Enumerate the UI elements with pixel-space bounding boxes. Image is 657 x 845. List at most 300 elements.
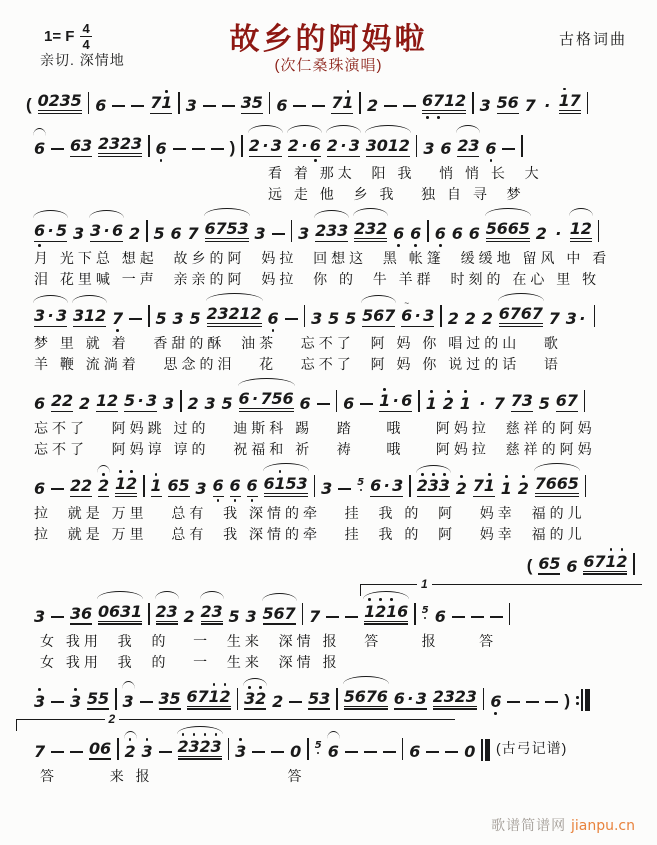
note-digit: 5: [328, 308, 340, 328]
slur-arc: [97, 591, 143, 599]
below-slot: [131, 625, 142, 631]
octave-dot: [464, 390, 467, 393]
note-char: [456, 474, 467, 497]
below-slot: [480, 114, 491, 120]
below-slot: [271, 157, 282, 163]
octave-dot: [576, 696, 579, 699]
below-dots-row: [201, 625, 223, 631]
note-group: [171, 219, 182, 248]
slur-arc: [97, 465, 110, 473]
note-char: [511, 386, 522, 409]
below-slot: [70, 710, 81, 716]
note-digit: 6: [276, 95, 288, 115]
annotation-text: (古弓记谱): [495, 739, 568, 756]
below-slot: [484, 497, 495, 503]
below-dots-row: [401, 327, 434, 333]
note-digit: 6: [170, 223, 182, 243]
octave-dot: [74, 688, 77, 691]
below-slot: [95, 114, 106, 120]
below-slot: [477, 412, 488, 418]
note-char: [435, 602, 446, 625]
note-digit: 3: [423, 138, 435, 158]
duration-dash: [222, 105, 235, 107]
note-char: [464, 737, 475, 760]
note-digits: [367, 91, 378, 114]
note-char: [216, 214, 227, 237]
below-slot: [179, 497, 190, 503]
below-slot: [510, 327, 521, 333]
note-digits: [38, 86, 82, 109]
note-digits: [362, 301, 395, 324]
below-dots-row: [469, 242, 480, 248]
note-digits: [290, 737, 301, 760]
below-slot: [288, 157, 299, 163]
note-char: [388, 131, 399, 154]
note-digits: [464, 737, 475, 760]
lyric-line-2: 女 我用 我 的 一 生来 深情 报: [40, 653, 341, 670]
note-char: [235, 737, 246, 760]
note-digit: 5: [345, 308, 357, 328]
note-group: [538, 549, 560, 580]
note-group: [345, 304, 356, 333]
below-slot: [354, 242, 365, 248]
note-char: [201, 597, 212, 620]
note-char: [328, 737, 339, 760]
note-group: [73, 301, 106, 332]
note-digit: 2: [272, 691, 284, 711]
note-char: [480, 91, 491, 114]
note-group: [70, 131, 92, 162]
barline: [418, 390, 420, 412]
below-slot: [345, 327, 356, 333]
below-slot: [535, 497, 546, 503]
below-slot: [238, 242, 249, 248]
below-dots-row: [456, 497, 467, 503]
below-slot: [87, 710, 98, 716]
below-slot: [171, 242, 182, 248]
note-digit: 3: [423, 306, 435, 326]
below-slot: [428, 497, 439, 503]
note-digit: 3: [443, 686, 455, 706]
note-char: [549, 304, 560, 327]
lyric-line-1: 女 我用 我 的 一 生来 深情 报 答 报 答: [40, 632, 498, 649]
octave-dot: [347, 90, 350, 93]
note-char: [239, 384, 250, 407]
duration-dash: [285, 318, 298, 320]
note-digits: [539, 389, 550, 412]
note-char: [190, 304, 201, 327]
note-char: [205, 214, 216, 237]
below-slot: [70, 625, 81, 631]
note-digits: [556, 386, 578, 409]
note-group: [525, 91, 536, 120]
music-system-s2: [16, 129, 641, 205]
below-dots-row: [123, 710, 134, 716]
below-slot: [244, 710, 255, 716]
below-slot: [229, 625, 240, 631]
below-slot: [96, 412, 107, 418]
note-group: [239, 384, 294, 418]
below-slot: [184, 625, 195, 631]
note-digit: 6: [167, 476, 179, 496]
below-slot: [73, 327, 84, 333]
below-dots-row: [370, 497, 403, 503]
below-dots-row: [34, 625, 45, 631]
note-group: [247, 471, 258, 502]
below-dots-row: [367, 114, 378, 120]
below-slot: [542, 114, 553, 120]
below-slot: [455, 114, 466, 120]
note-char: [156, 304, 167, 327]
note-digits: [190, 304, 201, 327]
below-slot: [207, 327, 218, 333]
note-digit: 6: [421, 91, 434, 110]
barline: [115, 688, 117, 710]
below-dots-row: [96, 412, 118, 418]
note-digits: [70, 471, 92, 494]
note-char: [200, 732, 211, 755]
below-slot: [605, 575, 616, 581]
note-group: [244, 684, 266, 715]
below-dots-row: [473, 497, 495, 503]
note-group: [559, 86, 581, 120]
below-dots-row: [542, 114, 553, 120]
note-digit: 3: [195, 478, 207, 498]
below-slot: [566, 327, 577, 333]
note-char: [81, 471, 92, 494]
below-slot: [525, 114, 536, 120]
barline: [584, 390, 586, 412]
below-slot: [326, 242, 337, 248]
below-dots-row: [142, 760, 153, 766]
barline: [509, 603, 511, 625]
duration-dash: [131, 105, 144, 107]
note-digits: [201, 597, 223, 620]
note-digits: [34, 301, 67, 324]
phrase-paren: ): [229, 137, 236, 157]
note-group: [570, 214, 592, 248]
note-digit: 2: [124, 741, 136, 761]
note-char: [583, 547, 594, 570]
below-slot: [440, 157, 451, 163]
octave-dot: [397, 244, 400, 247]
note-digit: 7: [594, 551, 606, 571]
below-dots-row: [315, 242, 348, 248]
note-char: [338, 131, 349, 154]
note-digit: 3: [89, 221, 102, 241]
note-digits: [51, 386, 73, 409]
note-group: [370, 471, 403, 502]
note-group: [34, 474, 45, 503]
note-digit: 6: [520, 303, 532, 323]
note-group: [70, 471, 92, 502]
note-group: [235, 737, 246, 766]
note-digit: 6: [354, 686, 366, 706]
note-group: [163, 389, 174, 418]
note-digits: [497, 88, 519, 111]
below-dots-row: [34, 157, 45, 163]
below-slot: [508, 242, 519, 248]
above-slot: ~: [404, 299, 410, 309]
duration-dash: [383, 751, 396, 753]
below-slot: [499, 327, 510, 333]
octave-dot: [165, 90, 168, 93]
below-dots-row: [244, 710, 266, 716]
note-group: [494, 389, 505, 418]
note-digit: 3: [245, 606, 257, 626]
grace-digit: 5: [357, 476, 365, 488]
note-digit: 6: [556, 473, 568, 493]
music-system-s8: [16, 682, 641, 716]
below-dots-row: [435, 242, 446, 248]
note-digits: [366, 131, 410, 154]
note-group: [34, 134, 45, 163]
below-slot: [188, 412, 199, 418]
note-digit: 1: [239, 303, 251, 323]
duration-dash: [70, 751, 83, 753]
note-digit: 2: [248, 136, 260, 156]
note-digit: 1: [95, 391, 108, 411]
note-digit: 2: [354, 218, 366, 238]
below-dots-row: [300, 412, 311, 418]
slur-arc: [569, 208, 593, 216]
note-digit: 2: [442, 393, 454, 413]
barline: [307, 738, 309, 760]
note-digit: 1: [605, 551, 617, 571]
below-dots-row: [457, 157, 479, 163]
below-slot: [131, 157, 142, 163]
slur-arc: [200, 591, 224, 599]
below-dots-row: [156, 625, 178, 631]
duration-dash: [345, 751, 358, 753]
beam-underline: [156, 621, 178, 622]
below-dots-row: [366, 157, 410, 163]
note-digit: ·: [414, 306, 421, 326]
note-digits: [435, 602, 446, 625]
below-dots-row: [222, 412, 233, 418]
note-digit: 6: [583, 551, 595, 571]
below-slot: [549, 575, 560, 581]
note-digit: 1: [114, 473, 127, 493]
note-digit: 5: [169, 689, 181, 709]
note-digit: 3: [33, 306, 46, 326]
note-char: [349, 131, 360, 154]
below-slot: [567, 412, 578, 418]
note-char: [497, 214, 508, 237]
note-char: [433, 86, 444, 109]
below-slot: [109, 157, 120, 163]
note-group: [499, 299, 543, 333]
below-dots-row: [327, 157, 360, 163]
note-digit: 2: [106, 391, 119, 411]
note-char: [577, 304, 588, 327]
note-digit: 2: [50, 391, 63, 411]
lyric-line-1: 月 光下总 想起 故乡的阿 妈拉 回想这 黑 帐篷 缓缓地 留风 中 看: [34, 249, 611, 266]
note-char: [188, 219, 199, 242]
note-digit: 1: [150, 476, 162, 496]
below-slot: [423, 327, 434, 333]
note-char: [381, 471, 392, 494]
note-digit: 5: [178, 476, 190, 496]
note-digit: 2: [398, 136, 410, 156]
below-slot: [460, 412, 471, 418]
duration-dash: [271, 751, 284, 753]
below-slot: [81, 497, 92, 503]
note-char: [87, 684, 98, 707]
note-digits: [511, 386, 533, 409]
note-char: [435, 219, 446, 242]
barline: [237, 688, 239, 710]
note-digit: ·: [137, 391, 144, 411]
note-group: [410, 219, 421, 248]
note-digits: [469, 219, 480, 242]
note-char: [70, 599, 81, 622]
note-digit: ·: [262, 136, 269, 156]
note-digit: 3: [72, 306, 85, 326]
note-char: [370, 471, 381, 494]
slur-arc: [456, 125, 480, 133]
lyric-line-2: 羊 鞭 流淌着 思念的泪 花 忘不了 阿 妈 你 说过的话 语: [34, 355, 562, 372]
below-dots-row: [486, 242, 530, 248]
note-digit: ·: [252, 388, 259, 408]
note-digits: [268, 304, 279, 327]
note-digit: 3: [465, 686, 477, 706]
below-dots-row: [276, 114, 287, 120]
below-slot: [161, 114, 172, 120]
octave-dot: [155, 473, 158, 476]
below-dots-row: [34, 412, 45, 418]
note-digits: [154, 219, 165, 242]
note-digits: [173, 304, 184, 327]
note-digits: [370, 471, 403, 494]
note-char: [443, 389, 454, 412]
below-dots-row: [90, 242, 123, 248]
note-char: [401, 386, 412, 409]
below-dots-row: [241, 114, 263, 120]
note-digit: 5: [496, 93, 508, 113]
note-digits: [423, 134, 434, 157]
note-char: [98, 597, 109, 620]
lyric-line-2: 拉 就是 万里 总有 我 深情的牵 挂 我 的 阿 妈幸 福的儿: [34, 525, 586, 542]
below-dots-row: [51, 412, 73, 418]
note-char: [70, 687, 81, 710]
note-char: [212, 597, 223, 620]
below-dots-row: [79, 412, 90, 418]
note-group: [123, 687, 134, 716]
below-slot: [344, 710, 355, 716]
note-digit: 3: [565, 308, 577, 328]
below-dots-row: [410, 242, 421, 248]
note-digit: 2: [447, 308, 459, 328]
below-slot: [249, 157, 260, 163]
note-digit: 2: [128, 223, 141, 243]
note-char: [473, 471, 484, 494]
note-digit: 2: [517, 478, 529, 498]
note-digit: 7: [510, 391, 522, 411]
note-char: [557, 469, 568, 492]
note-digits: [205, 389, 216, 412]
below-dots-row: [178, 760, 222, 766]
below-slot: [290, 760, 301, 766]
note-digit: 3: [55, 306, 68, 326]
note-char: [384, 301, 395, 324]
note-char: [120, 597, 131, 620]
note-group: [96, 386, 118, 417]
slur-arc: [155, 591, 179, 599]
note-group: [264, 469, 308, 503]
note-char: [377, 131, 388, 154]
note-digits: [482, 304, 493, 327]
note-group: [124, 386, 157, 417]
below-slot: [62, 412, 73, 418]
grace-note: [357, 478, 364, 491]
below-slot: [549, 327, 560, 333]
note-char: [56, 301, 67, 324]
note-char: [271, 131, 282, 154]
note-digit: 6: [555, 391, 567, 411]
note-char: [539, 389, 550, 412]
note-group: [156, 134, 167, 163]
below-dots-row: [171, 242, 182, 248]
note-char: [422, 86, 433, 109]
note-group: [89, 734, 111, 765]
note-digits: [331, 88, 353, 111]
below-slot: [120, 625, 131, 631]
note-char: [452, 219, 463, 242]
note-digits: [410, 219, 421, 242]
watermark-site-name: 歌谱简谱网: [491, 817, 567, 833]
note-char: [189, 732, 200, 755]
barline: [291, 220, 293, 242]
note-digit: 6: [545, 473, 557, 493]
note-digit: 7: [150, 93, 162, 113]
note-digit: 6: [376, 686, 388, 706]
below-slot: [405, 710, 416, 716]
below-slot: [205, 242, 216, 248]
note-group: [366, 131, 410, 162]
note-char: [34, 602, 45, 625]
below-dots-row: [187, 710, 231, 716]
note-char: [115, 469, 126, 492]
note-group: [321, 474, 332, 503]
duration-dash: [211, 148, 224, 150]
below-dots-row: [70, 497, 92, 503]
note-char: [354, 214, 365, 237]
note-char: [581, 214, 592, 237]
below-slot: [508, 114, 519, 120]
note-group: [473, 471, 495, 502]
below-slot: [546, 497, 557, 503]
below-slot: [417, 497, 428, 503]
note-group: [423, 134, 434, 163]
note-char: [73, 301, 84, 324]
note-digits: [401, 301, 434, 324]
note-char: [535, 469, 546, 492]
below-slot: [410, 242, 421, 248]
below-slot: [196, 497, 207, 503]
note-digit: 2: [206, 303, 218, 323]
below-slot: [235, 760, 246, 766]
octave-dot: [488, 473, 491, 476]
beam-underline: [499, 323, 543, 324]
note-char: [71, 86, 82, 109]
note-digit: 7: [33, 741, 46, 761]
note-digits: [344, 682, 388, 705]
note-digit: 6: [434, 223, 446, 243]
note-digit: 3: [365, 218, 377, 238]
barline: [359, 92, 361, 114]
note-digit: ·: [479, 393, 486, 413]
